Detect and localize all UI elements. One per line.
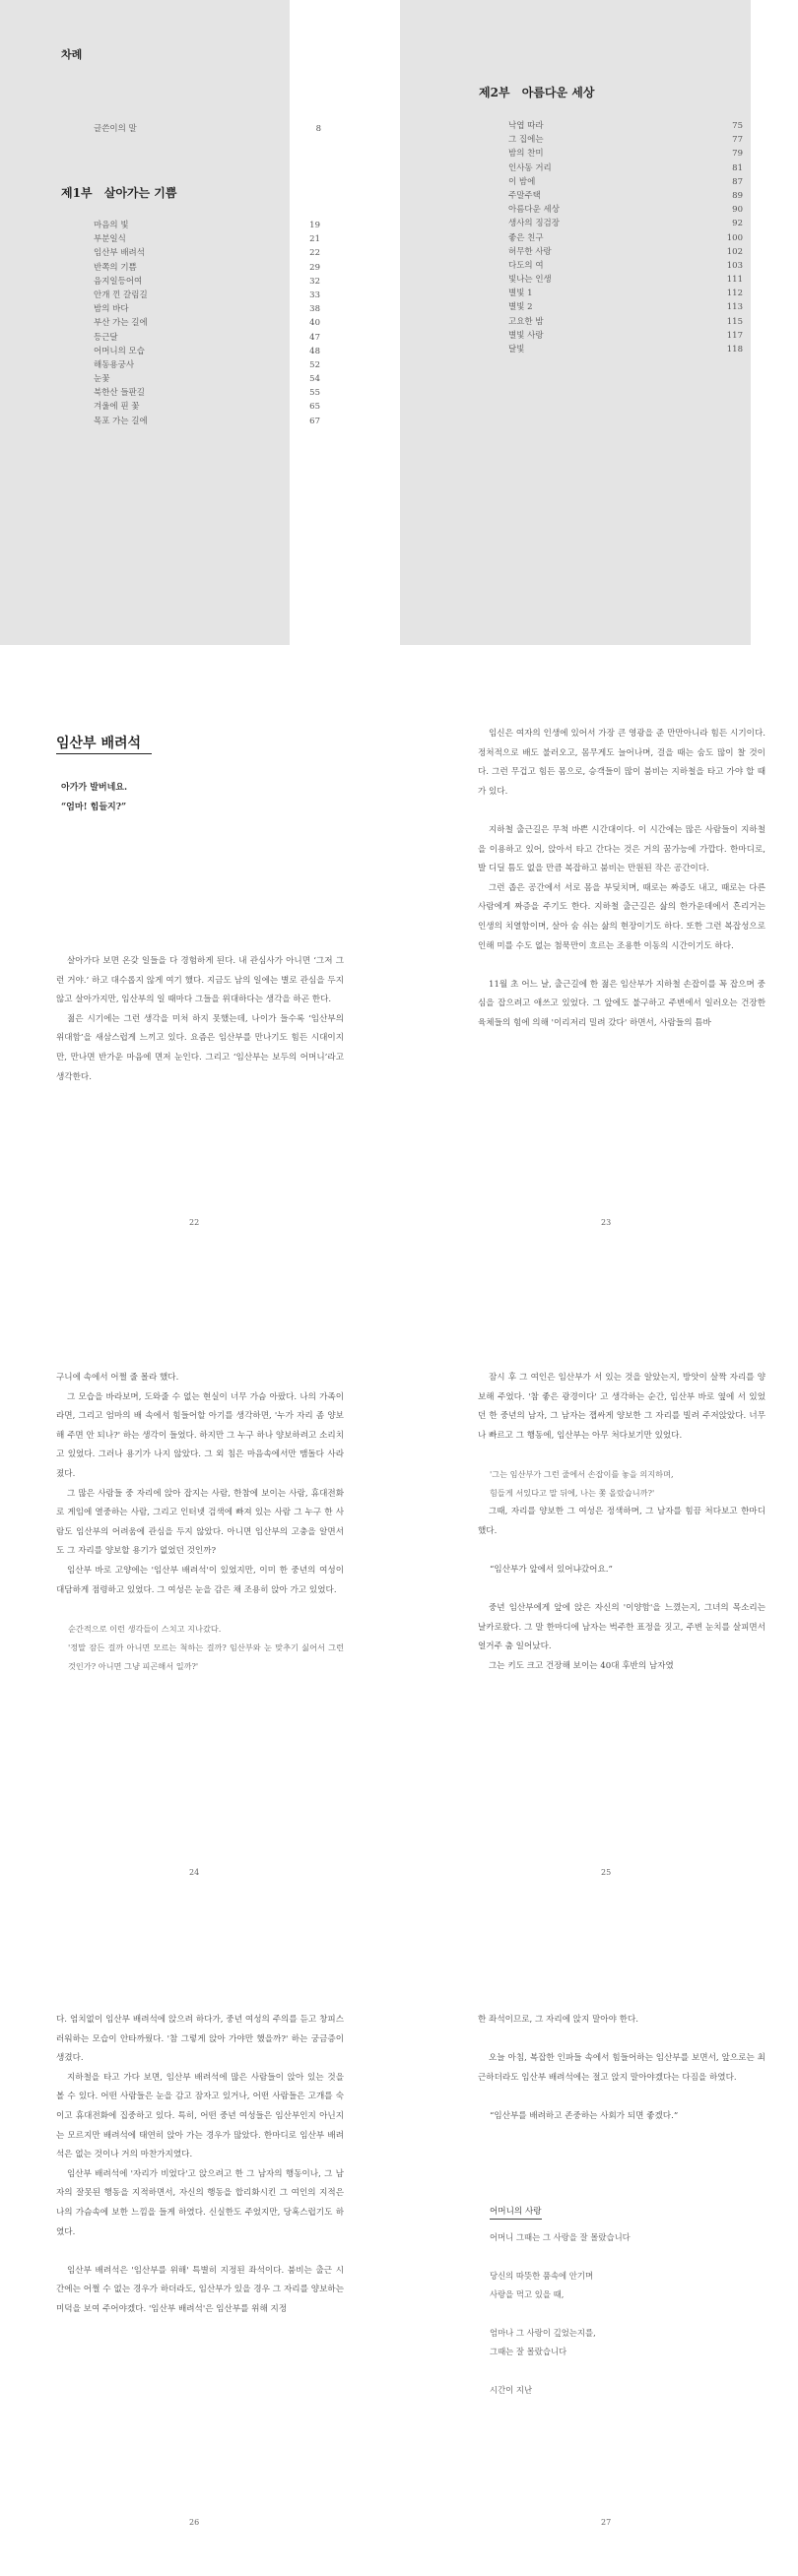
part-label: 제1부 bbox=[61, 186, 93, 200]
toc-entry-page: 118 bbox=[726, 345, 743, 354]
toc-entry[interactable] bbox=[508, 119, 743, 133]
page-23 bbox=[400, 646, 798, 1276]
toc-entry[interactable] bbox=[508, 203, 743, 217]
toc-entry-title: 주말주택 bbox=[508, 190, 541, 201]
paragraph: 지하철을 타고 가다 보면, 임산부 배려석에 많은 사람들이 앉아 있는 것을 볼 수 있다. 어떤 사람들은 눈을 감고 잠자고 있거나, 어떤 사람들은 고개를 숙이고 휴대전화에 집중하고 있다. 특히, 어떤 중년 여성들은 임산부인지 아닌지는 모르지만 배려석에 태연히 앉아 가는 경우가 많았다. 한마디로 임산부 배려석은 없는 것이나 거의 마찬가지였다. bbox=[56, 2072, 344, 2160]
toc-entry[interactable] bbox=[94, 122, 320, 136]
toc-entry[interactable] bbox=[508, 147, 743, 161]
dialogue: “임산부가 앞에서 있어냐갔어요.” bbox=[490, 1564, 613, 1575]
paragraph: 그 많은 사람들 중 자리에 앉아 잡지는 사람, 한참에 보이는 사람, 휴대전화로 게임에 열중하는 사람, 그리고 인터넷 검색에 빠져 있는 사람 그 누구 한 사람도 임산부의 어려움에 관심을 두지 않았다. 아니면 임산부의 고충을 알면서도 그 자리를 양보할 용기가 없었던 것인까? bbox=[56, 1488, 344, 1557]
paragraph: 다. 엄치없이 임산부 배려석에 앉으려 하다가, 중년 여성의 주의를 듣고 창피스러워하는 모습이 안타까웠다. '참 그렇게 앉아 가야만 했을까?' 하는 궁금증이 생겼다. bbox=[56, 2015, 344, 2064]
toc-entry-title: 그 집에는 bbox=[508, 135, 544, 146]
paragraph: 구니에 속에서 어쩔 줄 몰라 했다. bbox=[56, 1373, 179, 1383]
toc-entry-page: 112 bbox=[726, 289, 743, 299]
poem bbox=[490, 2228, 746, 2401]
toc-entry[interactable] bbox=[94, 386, 320, 400]
toc-entry[interactable] bbox=[508, 133, 743, 147]
toc-entry-page: 52 bbox=[309, 359, 320, 370]
toc-entry-page: 55 bbox=[309, 388, 320, 399]
toc-entry[interactable] bbox=[508, 287, 743, 300]
toc-entry-page: 77 bbox=[732, 135, 743, 146]
toc-entry[interactable] bbox=[94, 302, 320, 316]
toc-entry-title: 겨울에 핀 꽃 bbox=[94, 402, 140, 413]
toc-page-right bbox=[400, 0, 751, 645]
page-25 bbox=[400, 1276, 798, 1926]
toc-entry-title: 고요한 밤 bbox=[508, 316, 544, 327]
part1-heading bbox=[61, 184, 176, 201]
part1-list bbox=[94, 219, 320, 428]
chapter-subheading bbox=[61, 778, 127, 817]
poem-line bbox=[490, 2305, 746, 2324]
toc-entry[interactable] bbox=[508, 231, 743, 245]
toc-header: 차례 bbox=[61, 48, 83, 61]
toc-entry-page: 48 bbox=[309, 346, 320, 356]
toc-entry[interactable] bbox=[94, 372, 320, 386]
quote-line: 힘들게 서있다고 말 뒤에, 나는 쫓 올랐습니까?' bbox=[490, 1487, 655, 1498]
paragraph: 살아가다 보면 온갖 일들을 다 경험하게 된다. 내 관심사가 아니면 ‘그저 그런 거야.’ 하고 대수롭지 않게 여기 했다. 지금도 남의 일에는 별로 관심을 두지 않고 살아가지만, 임산부의 일 때마다 그들을 위대하다는 생각을 하곤 한다. bbox=[56, 956, 344, 1005]
toc-entry-page: 29 bbox=[309, 262, 320, 273]
paragraph: 지하철 출근길은 무척 바쁜 시간대이다. 이 시간에는 많은 사람들이 지하철을 이용하고 있어, 앉아서 타고 간다는 것은 거의 꿈가능에 가깝다. 한마디로, 발 디딜 틈도 없을 만큼 복잡하고 붐비는 만원된 작은 공간이다. bbox=[478, 824, 765, 874]
toc-entry-title: 좋은 친구 bbox=[508, 232, 544, 243]
paragraph: 임산부 바로 고양에는 '임산부 배려석'이 있었지만, 이미 한 중년의 여성이 대담하게 점령하고 있었다. 그 여성은 눈을 감은 채 조용히 앉아 가고 있었다. bbox=[56, 1565, 344, 1595]
toc-entry-page: 19 bbox=[309, 221, 320, 230]
toc-entry-title: 해동용궁사 bbox=[94, 359, 135, 370]
page-number: 22 bbox=[189, 1218, 200, 1227]
chapter-title: 임산부 배려석 bbox=[56, 736, 142, 751]
toc-entry-title: 별빛 2 bbox=[508, 302, 533, 313]
toc-page-left bbox=[0, 0, 321, 645]
toc-entry[interactable] bbox=[94, 415, 320, 428]
toc-entry-title: 인사동 거리 bbox=[508, 162, 552, 173]
toc-entry-page: 117 bbox=[726, 330, 743, 341]
paragraph: 중년 임산부에게 앞에 앉은 자신의 '이양함'을 느꼈는지, 그녀의 목소리는 날카로왔다. 그 말 한마디에 남자는 벅주한 표정을 짓고, 주변 눈치를 살피면서 얼거주 춤 일어났다. bbox=[478, 1602, 765, 1652]
toc-entry[interactable] bbox=[94, 246, 320, 260]
toc-entry-page: 22 bbox=[309, 248, 320, 259]
toc-entry-page: 111 bbox=[726, 275, 743, 286]
toc-entry[interactable] bbox=[94, 261, 320, 275]
paragraph: 임산부 배려석에 '자리가 비었다'고 앉으려고 한 그 남자의 행동이나, 그 남자의 잘못된 행동을 지적하면서, 자신의 행동을 합리화시킨 그 여인의 지적은 나의 가슴속에 보한 느낌을 들게 하였다. 신실한도 주었지만, 당혹스럽기도 하였다. bbox=[56, 2168, 344, 2237]
toc-entry-title: 다도의 여 bbox=[508, 260, 544, 271]
body-text bbox=[478, 725, 765, 1034]
body-text bbox=[56, 1369, 344, 1676]
toc-entry-page: 79 bbox=[732, 149, 743, 160]
toc-entry[interactable] bbox=[508, 273, 743, 287]
paragraph: 잠시 후 그 여인은 임산부가 서 있는 것을 알았는지, 방앗이 살짝 자리를 양보해 주었다. '참 좋은 광경이다' 고 생각하는 순간, 임산부 바로 옆에 서 있었던 한 중년의 남자, 그 남자는 잽싸게 양보한 그 자리를 빌려 주저앉았다. 너무나 빠르고 그 행동에, 임산부는 아무 처다보기만 있었다. bbox=[478, 1373, 765, 1441]
toc-entry-title: 목포 가는 길에 bbox=[94, 416, 148, 426]
body-text bbox=[56, 952, 344, 1087]
paragraph: 그때, 자리를 양보한 그 여성은 정색하며, 그 남자를 힘끔 처다보고 한마디 했다. bbox=[478, 1506, 765, 1536]
poem-line bbox=[490, 2362, 746, 2381]
toc-entry-title: 이 밤에 bbox=[508, 176, 536, 187]
toc-entry[interactable] bbox=[508, 300, 743, 314]
toc-entry-page: 103 bbox=[726, 260, 743, 271]
page-number: 27 bbox=[601, 2518, 612, 2527]
toc-entry-page: 81 bbox=[732, 162, 743, 173]
paragraph: 오늘 아침, 복잡한 인파들 속에서 힘들어하는 임산부를 보면서, 앞으로는 최근하더라도 임산부 배려석에는 절고 앉지 말아야겠다는 다짐을 하였다. bbox=[478, 2053, 765, 2083]
toc-entry-page: 21 bbox=[309, 234, 320, 245]
poem-line: 엄마나 그 사랑이 깊었는지를, bbox=[490, 2328, 596, 2338]
toc-entry[interactable] bbox=[508, 161, 743, 175]
quote-line: '정말 잠든 걸까 아니면 모르는 척하는 걸까? 임산부와 눈 맞추기 싫어서 그런 것인가? 아니면 그냥 피곤해서 일까?' bbox=[68, 1642, 344, 1671]
subheading-line: 아가가 발버네요. bbox=[61, 783, 128, 793]
toc-entry-title: 눈꽃 bbox=[94, 374, 110, 385]
paragraph: 임신은 여자의 인생에 있어서 가장 큰 영광을 준 만만아니라 힘든 시기이다. 정처적으로 배도 불러오고, 몸무게도 늘어나며, 걸을 때는 숨도 많이 찰 것이다. 그런 무겁고 힘든 몸으로, 승객들이 많이 붐비는 지하철을 타고 가야 할 때가 있다. bbox=[478, 729, 765, 797]
toc-entry-title: 글쓴이의 말 bbox=[94, 124, 137, 134]
toc-entry[interactable] bbox=[508, 175, 743, 189]
paragraph: 임산부 배려석은 '임산부를 위해' 특별히 지정된 좌석이다. 붐비는 출근 시간에는 어쩔 수 없는 경우가 하더라도, 임산부가 있을 경우 그 자리를 양보하는 미덕을 보여 주어야겠다. '임산부 배려석'은 임산부를 위해 지정 bbox=[56, 2265, 344, 2314]
toc-entry-title: 생사의 징검장 bbox=[508, 219, 560, 229]
toc-entry-title: 빛나는 인생 bbox=[508, 275, 552, 286]
toc-entry[interactable] bbox=[94, 232, 320, 246]
toc-entry[interactable] bbox=[94, 331, 320, 345]
part-title: 살아가는 기쁨 bbox=[103, 186, 177, 200]
toc-entry-title: 반쪽의 기쁨 bbox=[94, 262, 137, 273]
quote-line: '그는 임산부가 그런 줄에서 손잡이를 놓을 의지하며, bbox=[490, 1468, 674, 1479]
toc-entry[interactable] bbox=[508, 343, 743, 356]
toc-entry[interactable] bbox=[94, 345, 320, 358]
toc-entry[interactable] bbox=[94, 400, 320, 414]
toc-entry-page: 89 bbox=[732, 190, 743, 201]
poem-line: 사랑을 먹고 있을 때, bbox=[490, 2289, 565, 2300]
poem-line: 당신의 따뜻한 품속에 안기며 bbox=[490, 2270, 594, 2281]
toc-entry-title: 별빛 1 bbox=[508, 289, 533, 299]
poem-line bbox=[490, 2247, 746, 2266]
toc-entry-page: 90 bbox=[732, 205, 743, 216]
page-24 bbox=[0, 1276, 399, 1926]
part-title: 아름다운 세상 bbox=[521, 86, 595, 99]
toc-entry[interactable] bbox=[508, 245, 743, 259]
toc-entry[interactable] bbox=[508, 217, 743, 230]
poem-title: 어머니의 사랑 bbox=[490, 2205, 542, 2220]
toc-entry-page: 102 bbox=[726, 246, 743, 257]
paragraph: 그런 좁은 공간에서 서로 몸을 부딪치며, 때로는 짜증도 내고, 때로는 다른 사람에게 짜증을 주기도 한다. 지하철 출근길은 삶의 한가운데에서 흔리거는 인생의 치열함이며, 살아 숨 쉬는 삶의 현장이기도 하다. 또한 그런 복잡성으로 인해 미를 수도 없는 첨묵만이 흐르는 조용한 이동의 시간이기도 하다. bbox=[478, 882, 765, 951]
toc-entry-title: 안개 낀 갈림길 bbox=[94, 290, 148, 300]
body-text bbox=[478, 1369, 765, 1676]
toc-entry[interactable] bbox=[94, 358, 320, 372]
toc-entry-page: 92 bbox=[732, 219, 743, 229]
toc-entry-page: 33 bbox=[309, 290, 320, 300]
toc-entry-title: 아름다운 세상 bbox=[508, 205, 560, 216]
paragraph: 한 좌석이므로, 그 자리에 앉지 말아야 한다. bbox=[478, 2015, 638, 2025]
paragraph: 11월 초 어느 날, 출근길에 한 젊은 임산부가 지하철 손잡이를 꼭 잡으며 중심을 잡으려고 애쓰고 있었다. 그 앞에도 불구하고 주변에서 일러오는 건장한 육체들의 힘에 의해 '이리저리 밀려 갔다' 하면서, 사람들의 틈바 bbox=[478, 979, 765, 1028]
part2-heading bbox=[479, 84, 594, 100]
toc-entry-title: 부산 가는 길에 bbox=[94, 318, 148, 329]
dialogue: “임산부를 배려하고 존중하는 사회가 되면 좋겠다.” bbox=[490, 2110, 679, 2121]
toc-entry-page: 115 bbox=[726, 316, 743, 327]
toc-entry[interactable] bbox=[508, 259, 743, 273]
body-text bbox=[56, 2011, 344, 2320]
toc-entry-title: 허무한 사랑 bbox=[508, 246, 552, 257]
paragraph: 그는 키도 크고 건장해 보이는 40대 후반의 남자였 bbox=[489, 1660, 674, 1671]
toc-entry[interactable] bbox=[94, 316, 320, 330]
toc-entry[interactable] bbox=[94, 219, 320, 232]
poem-line: 그때는 잘 몰랐습니다 bbox=[490, 2347, 567, 2357]
toc-entry-page: 40 bbox=[309, 318, 320, 329]
paragraph: 젊은 시기에는 그런 생각을 미처 하지 못했는데, 나이가 들수록 ‘임산부의 위대함’을 새삼스럽게 느끼고 있다. 요즘은 임산부를 만나기도 힘든 시대이지만, 만나면 반가운 마음에 면저 눈인다. 그리고 ‘임산부는 보두의 어머니’라고 생각한다. bbox=[56, 1013, 344, 1082]
toc-entry[interactable] bbox=[508, 189, 743, 203]
quote-line: 순간적으로 이런 생각들이 스치고 지나갔다. bbox=[68, 1623, 222, 1634]
toc-entry-page: 100 bbox=[726, 232, 743, 243]
page-27 bbox=[400, 1926, 798, 2576]
toc-entry-title: 등근달 bbox=[94, 332, 118, 343]
page-22 bbox=[0, 646, 399, 1276]
toc-entry-title: 부분일식 bbox=[94, 234, 126, 245]
body-text bbox=[478, 2011, 765, 2127]
poem-line: 어머니 그때는 그 사랑을 잘 몰랐습니다 bbox=[490, 2232, 631, 2242]
toc-entry-title: 음지일등어여 bbox=[94, 276, 143, 287]
toc-entry-page: 38 bbox=[309, 304, 320, 315]
page-26 bbox=[0, 1926, 399, 2576]
toc-entry-page: 8 bbox=[315, 124, 321, 134]
subheading-line: “엄마! 힘들지?” bbox=[61, 803, 127, 812]
toc-entry-title: 낙엽 따라 bbox=[508, 121, 544, 131]
toc-entry-page: 54 bbox=[309, 374, 320, 385]
page-number: 24 bbox=[189, 1868, 200, 1877]
toc-entry-page: 67 bbox=[309, 416, 320, 426]
toc-entry-page: 113 bbox=[726, 302, 743, 313]
title-underline bbox=[56, 753, 152, 754]
poem-line: 시간이 지난 bbox=[490, 2385, 533, 2396]
toc-entry-title: 마음의 빛 bbox=[94, 221, 129, 230]
toc-entry[interactable] bbox=[508, 315, 743, 329]
toc-entry-title: 별빛 사랑 bbox=[508, 330, 544, 341]
toc-entry-page: 75 bbox=[732, 121, 743, 131]
toc-entry-title: 북한산 들판길 bbox=[94, 388, 145, 399]
page-number: 25 bbox=[601, 1868, 612, 1877]
toc-entry-page: 87 bbox=[732, 176, 743, 187]
toc-entry-title: 밤의 찬미 bbox=[508, 149, 544, 160]
paragraph: 그 모습을 바라보며, 도와줄 수 없는 현실이 너무 가슴 아팠다. 나의 가족이라면, 그리고 엄마의 배 속에서 힘들어할 아기를 생각하면, '누가 자리 좀 양보해 주면 안 되나?' 하는 생각이 들었다. 하지만 그 누구 하나 양보하려고 소리치고 있었다. 그러나 용기가 나지 않았다. 그 외 침은 마음속에서만 맴돌다 사라졌다. bbox=[56, 1391, 344, 1479]
toc-entry[interactable] bbox=[94, 289, 320, 302]
page-number: 23 bbox=[601, 1218, 612, 1227]
toc-entry[interactable] bbox=[94, 275, 320, 289]
toc-entry-title: 어머니의 모습 bbox=[94, 346, 145, 356]
toc-entry-title: 달빛 bbox=[508, 345, 525, 354]
page-number: 26 bbox=[189, 2518, 200, 2527]
toc-entry-title: 임산부 배려석 bbox=[94, 248, 145, 259]
toc-intro-list bbox=[94, 122, 320, 136]
part2-list bbox=[508, 119, 743, 356]
part-label: 제2부 bbox=[479, 86, 510, 99]
toc-entry-page: 47 bbox=[309, 332, 320, 343]
toc-entry[interactable] bbox=[508, 329, 743, 343]
toc-entry-page: 32 bbox=[309, 276, 320, 287]
toc-entry-title: 밤의 바다 bbox=[94, 304, 129, 315]
toc-entry-page: 65 bbox=[309, 402, 320, 413]
